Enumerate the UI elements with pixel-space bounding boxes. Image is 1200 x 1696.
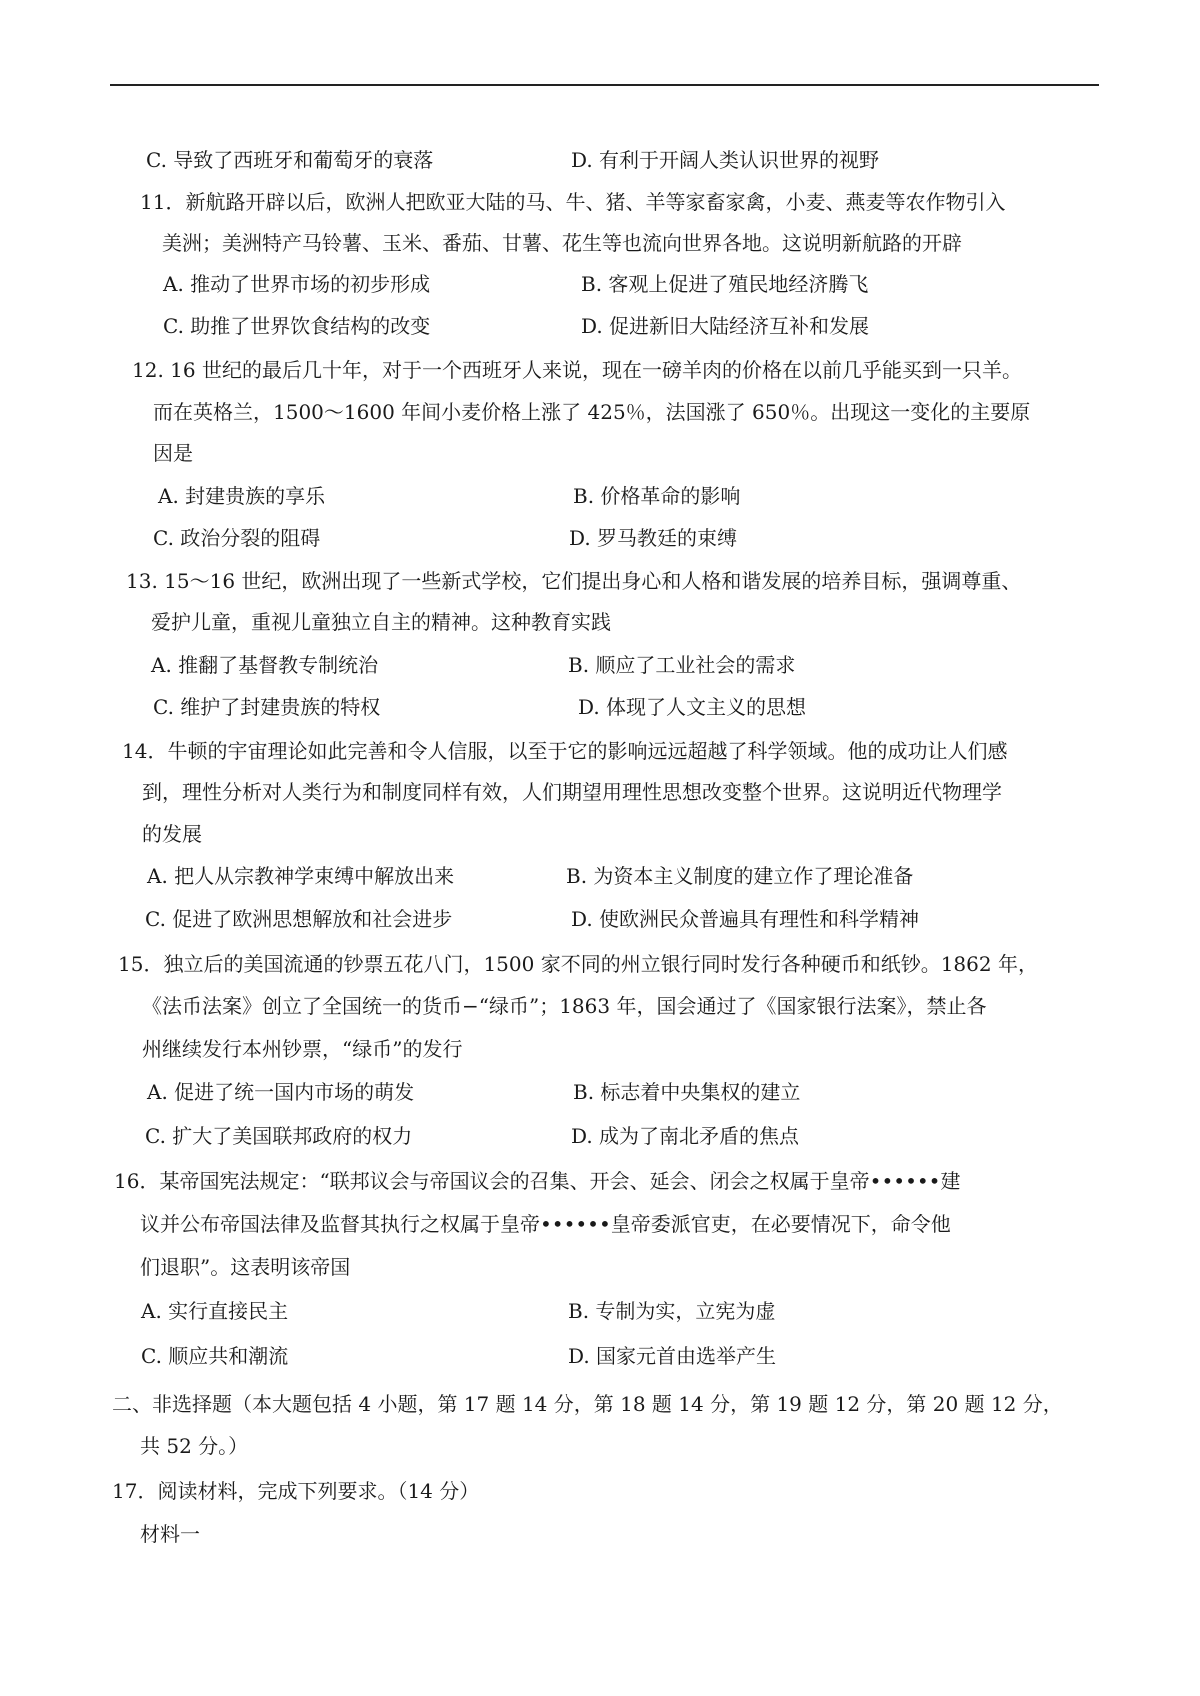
- q15-stem-line2: 《法币法案》创立了全国统一的货币−“绿币”；1863 年，国会通过了《国家银行法案》，禁止各: [142, 994, 987, 1018]
- q11-option-b: B. 客观上促进了殖民地经济腾飞: [581, 272, 869, 296]
- q17-title: 17．阅读材料，完成下列要求。（14 分）: [112, 1479, 480, 1503]
- q14-stem-line3: 的发展: [142, 822, 202, 846]
- q14-stem-line2: 到，理性分析对人类行为和制度同样有效，人们期望用理性思想改变整个世界。这说明近代物理学: [142, 780, 1002, 804]
- q17-material-label: 材料一: [140, 1522, 200, 1546]
- q16-stem-line2: 议并公布帝国法律及监督其执行之权属于皇帝••••••皇帝委派官吏，在必要情况下，命令他: [140, 1212, 951, 1236]
- q15-option-a: A. 促进了统一国内市场的萌发: [147, 1080, 415, 1104]
- q15-option-d: D. 成为了南北矛盾的焦点: [571, 1124, 800, 1148]
- q11-option-a: A. 推动了世界市场的初步形成: [163, 272, 431, 296]
- q13-option-a: A. 推翻了基督教专制统治: [151, 653, 379, 677]
- section2-heading-line1: 二、非选择题（本大题包括 4 小题，第 17 题 14 分，第 18 题 14 分，第 19 题 12 分，第 20 题 12 分，: [112, 1392, 1063, 1416]
- q10-option-c: C. 导致了西班牙和葡萄牙的衰落: [146, 148, 434, 172]
- q16-option-b: B. 专制为实，立宪为虚: [568, 1299, 776, 1323]
- q13-option-b: B. 顺应了工业社会的需求: [568, 653, 796, 677]
- q16-option-c: C. 顺应共和潮流: [141, 1344, 289, 1368]
- q10-option-d: D. 有利于开阔人类认识世界的视野: [571, 148, 880, 172]
- header-rule: [110, 84, 1099, 86]
- q12-stem-line3: 因是: [153, 441, 193, 465]
- q12-option-a: A. 封建贵族的享乐: [158, 484, 326, 508]
- q12-stem-line1: 12. 16 世纪的最后几十年，对于一个西班牙人来说，现在一磅羊肉的价格在以前几乎能买到一只羊。: [132, 358, 1022, 382]
- q14-option-c: C. 促进了欧洲思想解放和社会进步: [145, 907, 453, 931]
- q16-stem-line3: 们退职”。这表明该帝国: [140, 1255, 351, 1279]
- q11-stem-line1: 11．新航路开辟以后，欧洲人把欧亚大陆的马、牛、猪、羊等家畜家禽，小麦、燕麦等农作物引入: [140, 190, 1006, 214]
- q16-option-a: A. 实行直接民主: [141, 1299, 289, 1323]
- q13-stem-line2: 爱护儿童，重视儿童独立自主的精神。这种教育实践: [151, 610, 611, 634]
- q15-stem-line1: 15．独立后的美国流通的钞票五花八门，1500 家不同的州立银行同时发行各种硬币和纸钞。1862 年，: [118, 952, 1038, 976]
- q11-option-d: D. 促进新旧大陆经济互补和发展: [581, 314, 870, 338]
- q14-option-a: A. 把人从宗教神学束缚中解放出来: [147, 864, 455, 888]
- section2-heading-line2: 共 52 分。）: [140, 1434, 249, 1458]
- q13-stem-line1: 13. 15～16 世纪，欧洲出现了一些新式学校，它们提出身心和人格和谐发展的培养目标，强调尊重、: [126, 569, 1022, 593]
- q16-stem-line1: 16．某帝国宪法规定：“联邦议会与帝国议会的召集、开会、延会、闭会之权属于皇帝••••••建: [114, 1169, 961, 1193]
- q14-stem-line1: 14．牛顿的宇宙理论如此完善和令人信服，以至于它的影响远远超越了科学领域。他的成功让人们感: [122, 739, 1008, 763]
- q15-option-b: B. 标志着中央集权的建立: [573, 1080, 801, 1104]
- q16-option-d: D. 国家元首由选举产生: [568, 1344, 777, 1368]
- q12-option-c: C. 政治分裂的阻碍: [153, 526, 321, 550]
- q14-option-d: D. 使欧洲民众普遍具有理性和科学精神: [571, 907, 920, 931]
- q13-option-c: C. 维护了封建贵族的特权: [153, 695, 381, 719]
- q14-option-b: B. 为资本主义制度的建立作了理论准备: [566, 864, 914, 888]
- q12-option-b: B. 价格革命的影响: [573, 484, 741, 508]
- q15-option-c: C. 扩大了美国联邦政府的权力: [145, 1124, 413, 1148]
- q13-option-d: D. 体现了人文主义的思想: [578, 695, 807, 719]
- q15-stem-line3: 州继续发行本州钞票，“绿币”的发行: [142, 1037, 463, 1061]
- q11-option-c: C. 助推了世界饮食结构的改变: [163, 314, 431, 338]
- q12-stem-line2: 而在英格兰，1500～1600 年间小麦价格上涨了 425％，法国涨了 650％。出现这一变化的主要原: [153, 400, 1031, 424]
- q11-stem-line2: 美洲；美洲特产马铃薯、玉米、番茄、甘薯、花生等也流向世界各地。这说明新航路的开辟: [162, 231, 962, 255]
- q12-option-d: D. 罗马教廷的束缚: [569, 526, 738, 550]
